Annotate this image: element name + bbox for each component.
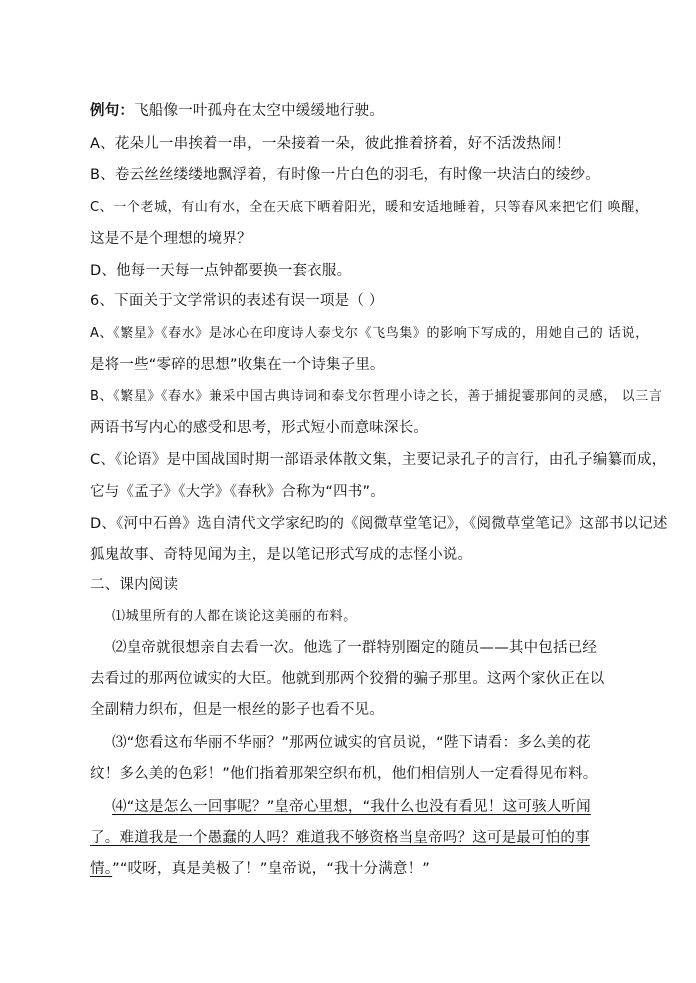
- section2-heading: 二、课内阅读: [90, 577, 179, 593]
- passage-paragraph-2-line3: 全副精力织布，但是一根丝的影子也看不见。: [90, 702, 384, 718]
- q6-option-d-line2: 狐鬼故事、奇特见闻为主，是以笔记形式写成的志怪小说。: [90, 547, 473, 563]
- passage-paragraph-4-line3: [90, 859, 430, 879]
- passage-paragraph-2-line2: 去看过的那两位诚实的大臣。他就到那两个狡猾的骗子那里。这两个家伙正在以: [90, 671, 605, 687]
- example-label: 例句：: [90, 103, 135, 119]
- q5-option-c-line1: C、一个老城，有山有水，全在天底下晒着阳光，暖和安适地睡着，只等春风来把它们 唤醒，: [90, 200, 649, 215]
- q6-option-b-line2: 两语书写内心的感受和思考，形式短小而意味深长。: [90, 420, 429, 436]
- q6-stem: 6、下面关于文学常识的表述有误一项是（ ）: [90, 293, 384, 309]
- passage-paragraph-2-line1: ⑵皇帝就很想亲自去看一次。他选了一群特别圈定的随员——其中包括已经: [112, 640, 598, 656]
- example-line: [90, 101, 384, 121]
- passage-underlined-ending: 情。: [90, 861, 113, 877]
- example-sentence: 飞船像一叶孤舟在太空中缓缓地行驶。: [134, 103, 385, 119]
- q6-option-c-line1: C、《论语》是中国战国时期一部语录体散文集，主要记录孔子的言行，由孔子编纂而成，: [90, 452, 667, 468]
- passage-paragraph-3-line2: 纹！多么美的色彩！”他们指着那架空织布机，他们相信别人一定看得见布料。: [90, 766, 598, 782]
- q6-option-d-line1: D、《河中石兽》选自清代文学家纪昀的《阅微草堂笔记》，《阅微草堂笔记》这部书以记述: [90, 516, 668, 532]
- q5-option-a: A、花朵儿一串挨着一串，一朵接着一朵，彼此推着挤着，好不活泼热闹！: [90, 136, 571, 152]
- passage-paragraph-4-line2-underlined: 了。难道我是一个愚蠢的人吗？难道我不够资格当皇帝吗？这可是最可怕的事: [90, 830, 590, 846]
- passage-emperor-remark: ”“哎呀，真是美极了！”皇帝说，“我十分满意！”: [112, 861, 431, 877]
- passage-paragraph-4-line1-underlined: ⑷“这是怎么一回事呢？”皇帝心里想，“我什么也没有看见！这可骇人听闻: [112, 799, 591, 815]
- q6-option-a-line2: 是将一些“零碎的思想”收集在一个诗集子里。: [90, 357, 385, 373]
- q6-option-a-line1: A、《繁星》《春水》是冰心在印度诗人泰戈尔《飞鸟集》的影响下写成的，用她自己的 话说，: [90, 326, 649, 341]
- q6-option-b-line1: B、《繁星》《春水》兼采中国古典诗词和泰戈尔哲理小诗之长，善于捕捉霎那间的灵感， 以三言: [90, 389, 663, 404]
- q5-option-d: D、他每一天每一点钟都要换一套衣服。: [90, 263, 352, 279]
- passage-paragraph-1: ⑴城里所有的人都在谈论这美丽的布料。: [112, 609, 357, 624]
- q6-option-c-line2: 它与《孟子》《大学》《春秋》合称为“四书”。: [90, 484, 385, 500]
- q5-option-b: B、卷云丝丝缕缕地飘浮着，有时像一片白色的羽毛，有时像一块洁白的绫纱。: [90, 167, 600, 183]
- passage-paragraph-3-line1: ⑶“您看这布华丽不华丽？”那两位诚实的官员说，“陛下请看：多么美的花: [112, 735, 591, 751]
- q5-option-c-line2: 这是不是个理想的境界？: [90, 231, 252, 247]
